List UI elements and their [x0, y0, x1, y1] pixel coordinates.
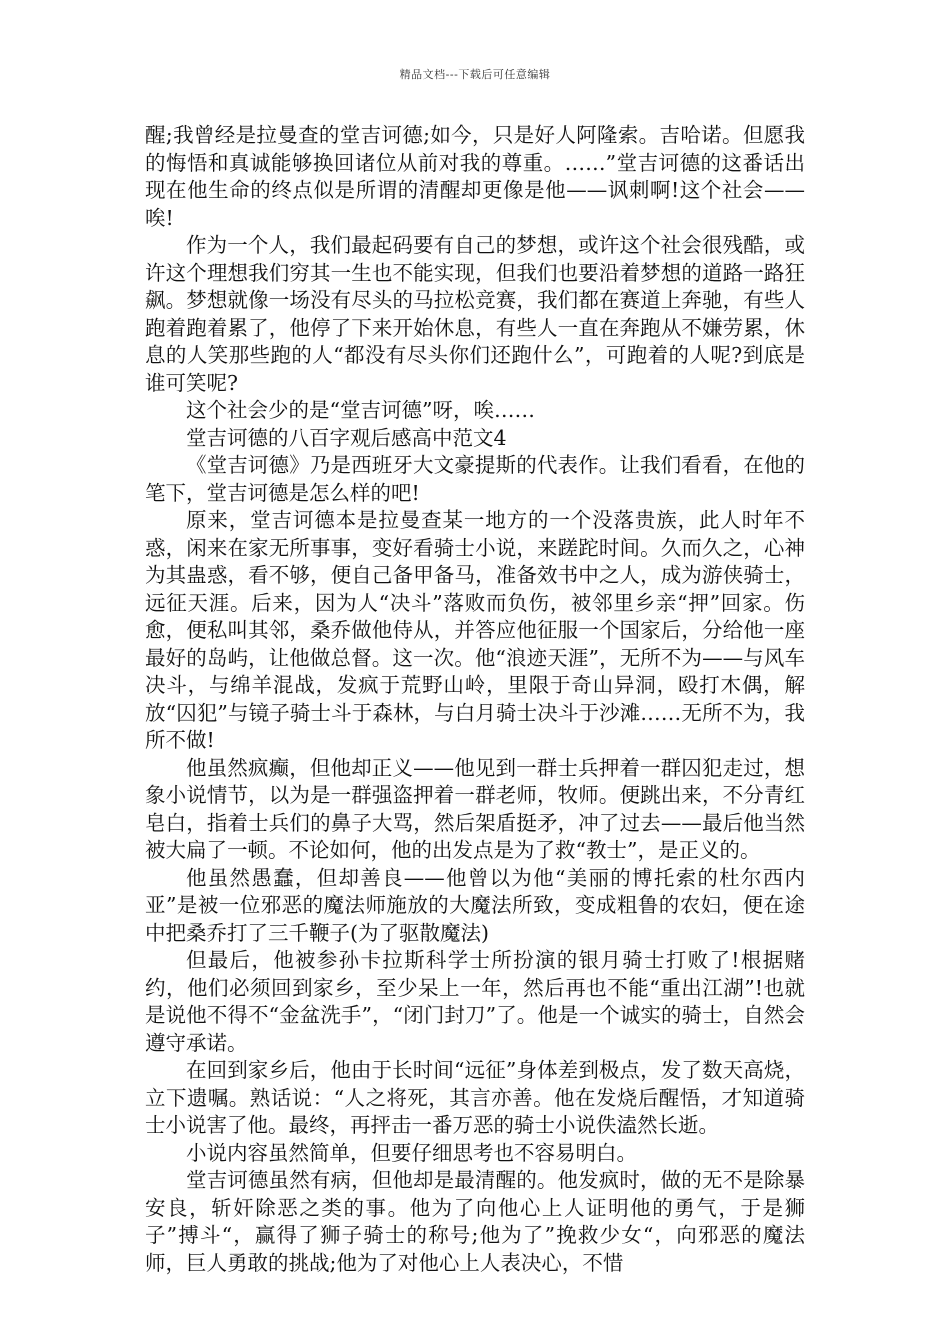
paragraph: 小说内容虽然简单，但要仔细思考也不容易明白。	[186, 1140, 637, 1165]
paragraph: 他虽然疯癫，但他却正义——他见到一群士兵押着一群囚犯走过，想象小说情节，以为是一群强盗押着一群老师，牧师。便跳出来，不分青红皂白，指着士兵们的鼻子大骂，然后架盾挺矛，冲了过去——最后他当然被大扁了一顿。不论如何，他的出发点是为了救“教士”，是正义的。	[145, 755, 805, 862]
paragraph: 《堂吉诃德》乃是西班牙大文豪提斯的代表作。让我们看看，在他的笔下，堂吉诃德是怎么样的吧!	[145, 453, 805, 505]
paragraph: 这个社会少的是“堂吉诃德”呀，唉……	[186, 398, 535, 422]
paragraph: 作为一个人，我们最起码要有自己的梦想，或许这个社会很残酷，或许这个理想我们穷其一生也不能实现，但我们也要沿着梦想的道路一路狂飙。梦想就像一场没有尽头的马拉松竞赛，我们都在赛道上奔驰，有些人跑着跑着累了，他停了下来开始休息，有些人一直在奔跑从不嫌劳累，休息的人笑那些跑的人“都没有尽头你们还跑什么”，可跑着的人呢?到底是谁可笑呢?	[145, 233, 805, 395]
document-body	[145, 122, 805, 1277]
paragraph: 原来，堂吉诃德本是拉曼查某一地方的一个没落贵族，此人时年不惑，闲来在家无所事事，变好看骑士小说，来蹉跎时间。久而久之，心神为其蛊惑，看不够，便自己备甲备马，准备效书中之人，成为游侠骑士，远征天涯。后来，因为人“决斗”落败而负伤，被邻里乡亲“押”回家。伤愈，便私叫其邻，桑乔做他侍从，并答应他征服一个国家后，分给他一座最好的岛屿，让他做总督。这一次。他“浪迹天涯”，无所不为——与风车决斗，与绵羊混战，发疯于荒野山岭，里限于奇山异洞，殴打木偶，解放“囚犯”与镜子骑士斗于森林，与白月骑士决斗于沙滩……无所不为，我所不做!	[145, 508, 805, 752]
page-header: 精品文档---下载后可任意编辑	[399, 68, 551, 81]
paragraph: 但最后，他被参孙卡拉斯科学士所扮演的银月骑士打败了!根据赌约，他们必须回到家乡，至少呆上一年，然后再也不能“重出江湖”!也就是说他不得不“金盆洗手”，“闭门封刀”了。他是一个诚实的骑士，自然会遵守承诺。	[145, 948, 805, 1055]
section-heading: 堂吉诃德的八百字观后感高中范文4	[186, 425, 507, 450]
paragraph: 堂吉诃德虽然有病，但他却是最清醒的。他发疯时，做的无不是除暴安良，斩奸除恶之类的事。他为了向他心上人证明他的勇气，于是狮子”搏斗“，赢得了狮子骑士的称号;他为了”挽救少女“，向邪恶的魔法师，巨人勇敢的挑战;他为了对他心上人表决心，不惜	[145, 1168, 805, 1275]
paragraph: 他虽然愚蠢，但却善良——他曾以为他“美丽的博托索的杜尔西内亚”是被一位邪恶的魔法师施放的大魔法所致，变成粗鲁的农妇，便在途中把桑乔打了三千鞭子(为了驱散魔法)	[145, 865, 805, 945]
paragraph: 醒;我曾经是拉曼查的堂吉诃德;如今，只是好人阿隆索。吉哈诺。但愿我的悔悟和真诚能够换回诸位从前对我的尊重。……”堂吉诃德的这番话出现在他生命的终点似是所谓的清醒却更像是他——讽刺啊!这个社会——唉!	[145, 123, 805, 230]
paragraph: 在回到家乡后，他由于长时间“远征”身体差到极点，发了数天高烧，立下遗嘱。熟话说：“人之将死，其言亦善。他在发烧后醒悟，才知道骑士小说害了他。最终，再抨击一番万恶的骑士小说佚溘然长逝。	[145, 1058, 805, 1137]
